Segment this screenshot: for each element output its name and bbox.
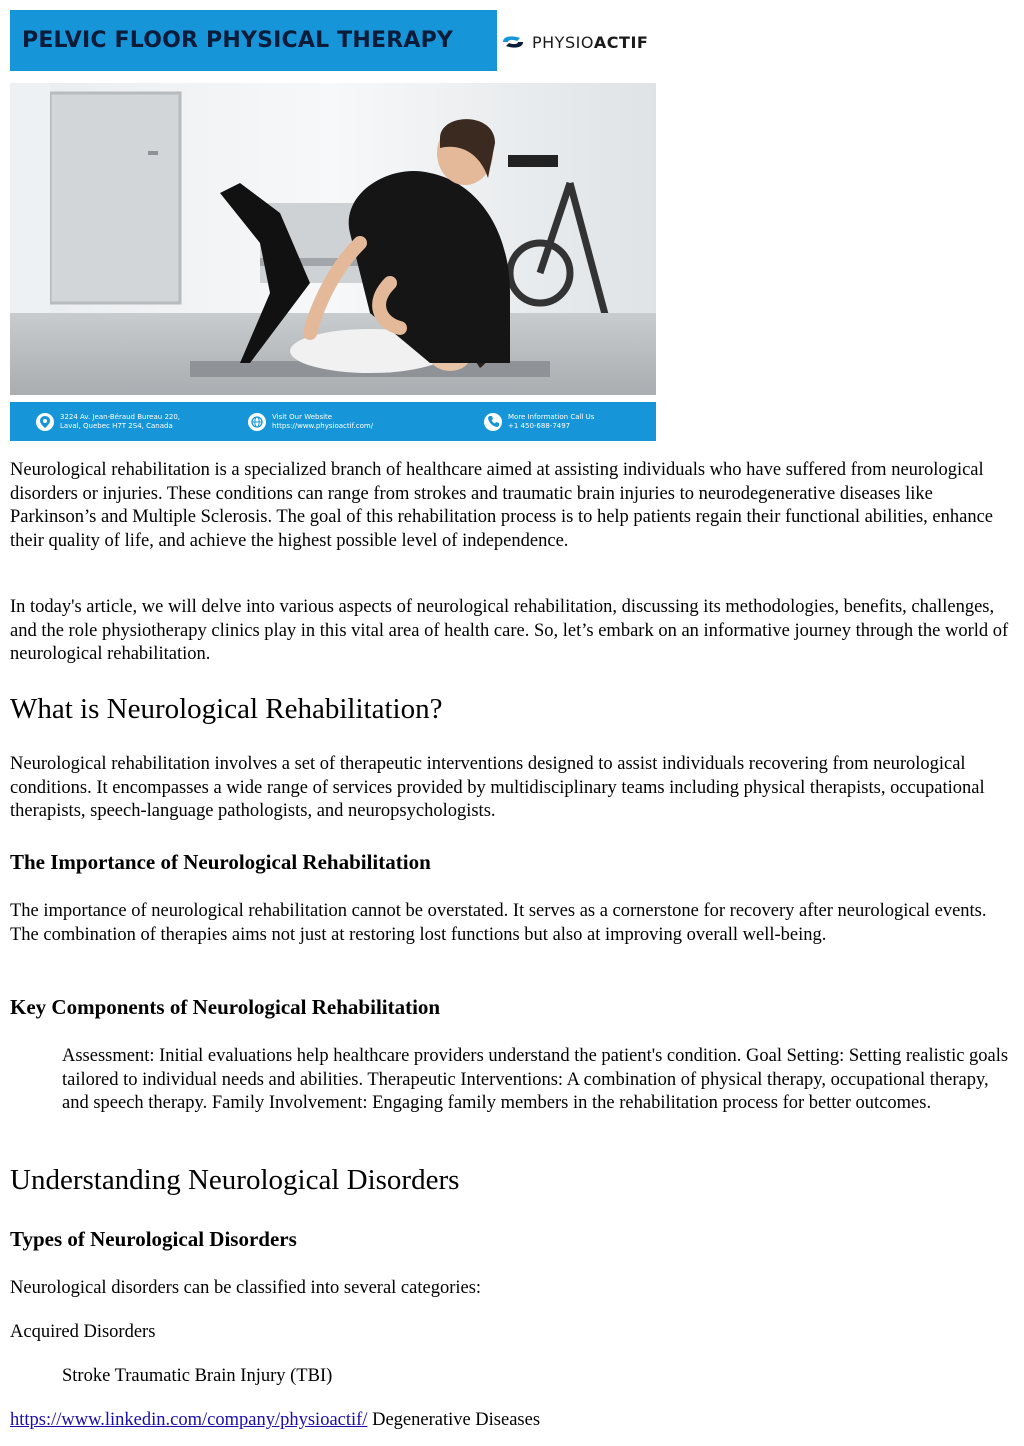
brand-name: PHYSIOACTIF (532, 32, 649, 52)
phone-info[interactable] (484, 413, 594, 431)
banner-title: PELVIC FLOOR PHYSICAL THERAPY (22, 28, 454, 53)
website-info[interactable] (248, 413, 373, 431)
address-info (36, 413, 180, 431)
heading-understanding-disorders: Understanding Neurological Disorders (10, 1164, 460, 1196)
importance-paragraph: The importance of neurological rehabilitation cannot be overstated. It serves as a cornerstone for recovery after neurological events. The combination of therapies aims not just at restoring lost functions but also at improving overall well-being. (10, 901, 987, 945)
banner-title-bar (10, 10, 497, 71)
address-text: 3224 Av. Jean-Béraud Bureau 220, Laval, Quebec H7T 2S4, Canada (60, 412, 181, 430)
heading-importance: The Importance of Neurological Rehabilitation (10, 850, 431, 874)
linkedin-line (10, 1409, 1014, 1433)
heading-what-is-neuro-rehab: What is Neurological Rehabilitation? (10, 693, 443, 725)
phone-icon (484, 413, 502, 431)
contact-info-bar (10, 402, 656, 441)
banner-image (10, 10, 656, 441)
what-is-paragraph: Neurological rehabilitation involves a set of therapeutic interventions designed to assist individuals recovering from neurological conditions. It encompasses a wide range of services provided by multidisciplinary teams including physical therapists, occupational therapists, speech-language pathologists, and neuropsychologists. (10, 754, 985, 821)
physioactif-logo (500, 28, 648, 56)
heading-types-of-disorders: Types of Neurological Disorders (10, 1227, 297, 1251)
therapy-photo (10, 83, 656, 395)
intro-paragraph-2: In today's article, we will delve into various aspects of neurological rehabilitation, discussing its methodologies, benefits, challenges, and the role physiotherapy clinics play in this vital area of health care. So, let’s embark on an informative journey through the world of neurological rehabilitation. (10, 597, 1009, 664)
globe-icon (248, 413, 266, 431)
phone-text: More Information Call Us +1 450-688-7497 (508, 412, 595, 430)
linkedin-link[interactable]: https://www.linkedin.com/company/physioactif/ (10, 1410, 368, 1430)
acquired-disorders-label: Acquired Disorders (10, 1322, 156, 1342)
physioactif-logo-icon (500, 32, 526, 52)
types-paragraph: Neurological disorders can be classified into several categories: (10, 1278, 482, 1298)
key-components-list: Assessment: Initial evaluations help healthcare providers understand the patient's condition. Goal Setting: Setting realistic goals tailored to individual needs and abilities. Therapeutic Interventions: A combination of physical therapy, occupational therapy, and speech therapy. Family Involvement: Engaging family members in the rehabilitation process for better outcomes. (62, 1046, 1009, 1113)
heading-key-components: Key Components of Neurological Rehabilitation (10, 995, 441, 1019)
location-pin-icon (36, 413, 54, 431)
intro-paragraph-1: Neurological rehabilitation is a specialized branch of healthcare aimed at assisting individuals who have suffered from neurological disorders or injuries. These conditions can range from strokes and traumatic brain injuries to neurodegenerative diseases like Parkinson’s and Multiple Sclerosis. The goal of this rehabilitation process is to help patients regain their functional abilities, enhance their quality of life, and achieve the highest possible level of independence. (10, 460, 994, 551)
degenerative-diseases-label: Degenerative Diseases (372, 1410, 541, 1430)
therapy-photo-illustration (10, 83, 656, 395)
website-text: Visit Our Website https://www.physioactif.com/ (272, 412, 374, 430)
acquired-disorders-items: Stroke Traumatic Brain Injury (TBI) (62, 1366, 333, 1386)
